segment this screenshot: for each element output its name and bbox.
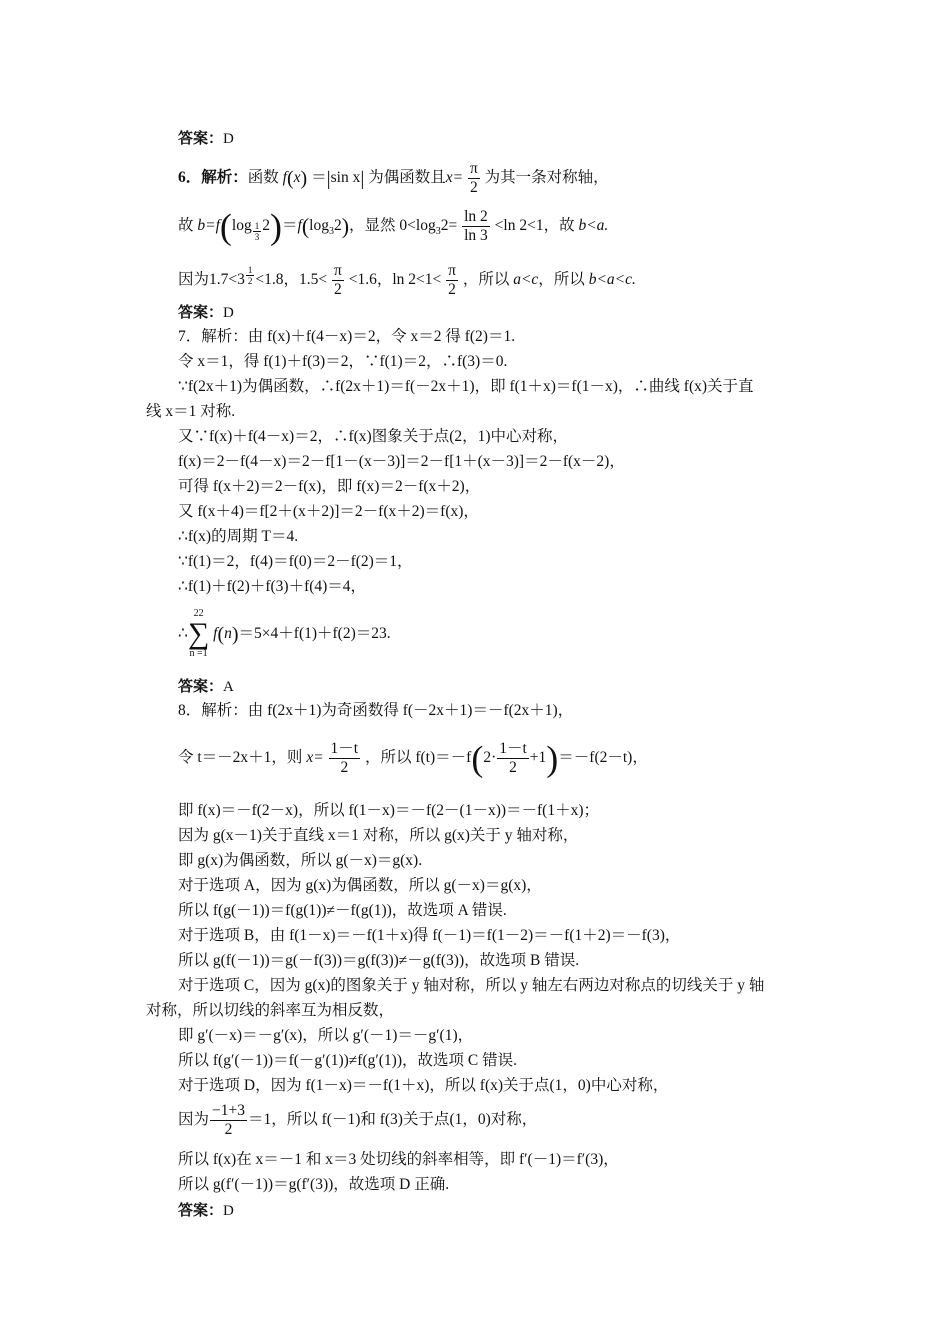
solution-7-line: 线 x＝1 对称. [146, 403, 236, 420]
solution-8-line: 即 f(x)＝－f(2－x)，所以 f(1－x)＝－f(2－(1－x))＝－f(1＋x)； [178, 802, 599, 819]
solution-7-line: ∴f(1)＋f(2)＋f(3)＋f(4)＝4， [178, 578, 367, 595]
solution-7-line: f(x)＝2－f(4－x)＝2－f[1－(x－3)]＝2－f[1＋(x－3)]＝2－f(x－2)， [178, 453, 625, 470]
solution-8-line: 所以 g(f′(－1))＝g(f′(3))，故选项 D 正确. [178, 1176, 450, 1193]
solution-8-line: 即 g′(－x)＝－g′(x)，所以 g′(－1)＝－g′(1)， [178, 1027, 474, 1044]
solution-8-line: 对称，所以切线的斜率互为相反数， [146, 1002, 395, 1019]
solution-7-line: 7．解析：由 f(x)＋f(4－x)＝2，令 x＝2 得 f(2)＝1. [178, 328, 516, 345]
solution-6-line-1: 6．解析：函数 f(x) ＝|sin x| 为偶函数且x= $\frac{\pi}{2}$ 为其一条对称轴， [178, 160, 609, 196]
answer-label: 答案：A [178, 677, 234, 695]
solution-7-line: ∵f(1)＝2，f(4)＝f(0)＝2－f(2)＝1， [178, 553, 413, 570]
solution-8-substitution-line: 令 t＝－2x＋1，则 x= $\frac{1-t}{2}$ ，所以 f(t)＝－f(2· $\frac{1-t}{2}$ +1)＝－f(2－t)， [178, 738, 648, 779]
answer-label: 答案：D [178, 129, 234, 147]
solution-8-line: 所以 f(x)在 x＝－1 和 x＝3 处切线的斜率相等，即 f′(－1)＝f′(3)， [178, 1151, 619, 1168]
summation: 22 ∑ n =1 [187, 608, 210, 660]
answer-label: 答案：D [178, 303, 234, 321]
solution-7-line: 令 x＝1，得 f(1)＋f(3)＝2，∵f(1)＝2，∴f(3)＝0. [178, 353, 508, 370]
solution-8-fraction-line: 因为 $\frac{-1+3}{2}$ ＝1，所以 f(－1)和 f(3)关于点(1，0)对称， [178, 1102, 538, 1138]
solution-7-line: ∴f(x)的周期 T＝4. [178, 528, 299, 545]
solution-8-line: 所以 f(g(－1))＝f(g(1))≠－f(g(1))，故选项 A 错误. [178, 902, 507, 919]
solution-8-line: 对于选项 A，因为 g(x)为偶函数，所以 g(－x)＝g(x)， [178, 877, 542, 894]
solution-7-line: 又 f(x＋4)＝f[2＋(x＋2)]＝2－f(x＋2)＝f(x)， [178, 503, 479, 520]
solution-8-line: 所以 g(f(－1))＝g(－f(3))＝g(f(3))≠－g(f(3))，故选项 B 错误. [178, 952, 580, 969]
solution-7-line: 可得 f(x＋2)＝2－f(x)，即 f(x)＝2－f(x＋2)， [178, 478, 481, 495]
solution-8-line: 所以 f(g′(－1))＝f(－g′(1))≠f(g′(1))，故选项 C 错误. [178, 1052, 517, 1069]
solution-7-line: ∵f(2x＋1)为偶函数，∴f(2x＋1)＝f(－2x＋1)，即 f(1＋x)＝f(1－x)，∴曲线 f(x)关于直 [178, 378, 754, 395]
answer-label: 答案：D [178, 1201, 234, 1219]
solution-6-line-2: 故 b=f(log $_{\frac{1}{3}}$ $2)=f(\log_32)$，显然 $0<\log_32=$ $\frac{\ln 2}{\ln 3}$ <ln 2<1，故 b<a. [178, 206, 609, 247]
solution-8-line: 因为 g(x－1)关于直线 x＝1 对称，所以 g(x)关于 y 轴对称， [178, 827, 579, 844]
solution-8-line: 对于选项 C，因为 g(x)的图象关于 y 轴对称，所以 y 轴左右两边对称点的切线关于 y 轴 [178, 977, 765, 994]
solution-7-line: 又∵f(x)＋f(4－x)＝2，∴f(x)图象关于点(2，1)中心对称， [178, 428, 569, 445]
solution-8-line: 对于选项 B，由 f(1－x)＝－f(1＋x)得 f(－1)＝f(1－2)＝－f(1＋2)＝－f(3)， [178, 927, 681, 944]
solution-8-line: 对于选项 D，因为 f(1－x)＝－f(1＋x)，所以 f(x)关于点(1，0)中心对称， [178, 1077, 669, 1094]
solution-6-line-3: 因为1.7<3 $^{\frac{1}{2}}$ <1.8，1.5< $\frac{\pi}{2}$ <1.6，ln 2<1< $\frac{\pi}{2}$ ，所以 a<c，所以 b<a<c. [178, 262, 636, 298]
solution-8-line: 8．解析：由 f(2x＋1)为奇函数得 f(－2x＋1)＝－f(2x＋1)， [178, 702, 574, 719]
solution-8-line: 即 g(x)为偶函数，所以 g(－x)＝g(x). [178, 852, 423, 869]
solution-7-sum-line: ∴ 22 ∑ n =1 f(n)＝5×4＋f(1)＋f(2)＝23. [178, 608, 391, 660]
